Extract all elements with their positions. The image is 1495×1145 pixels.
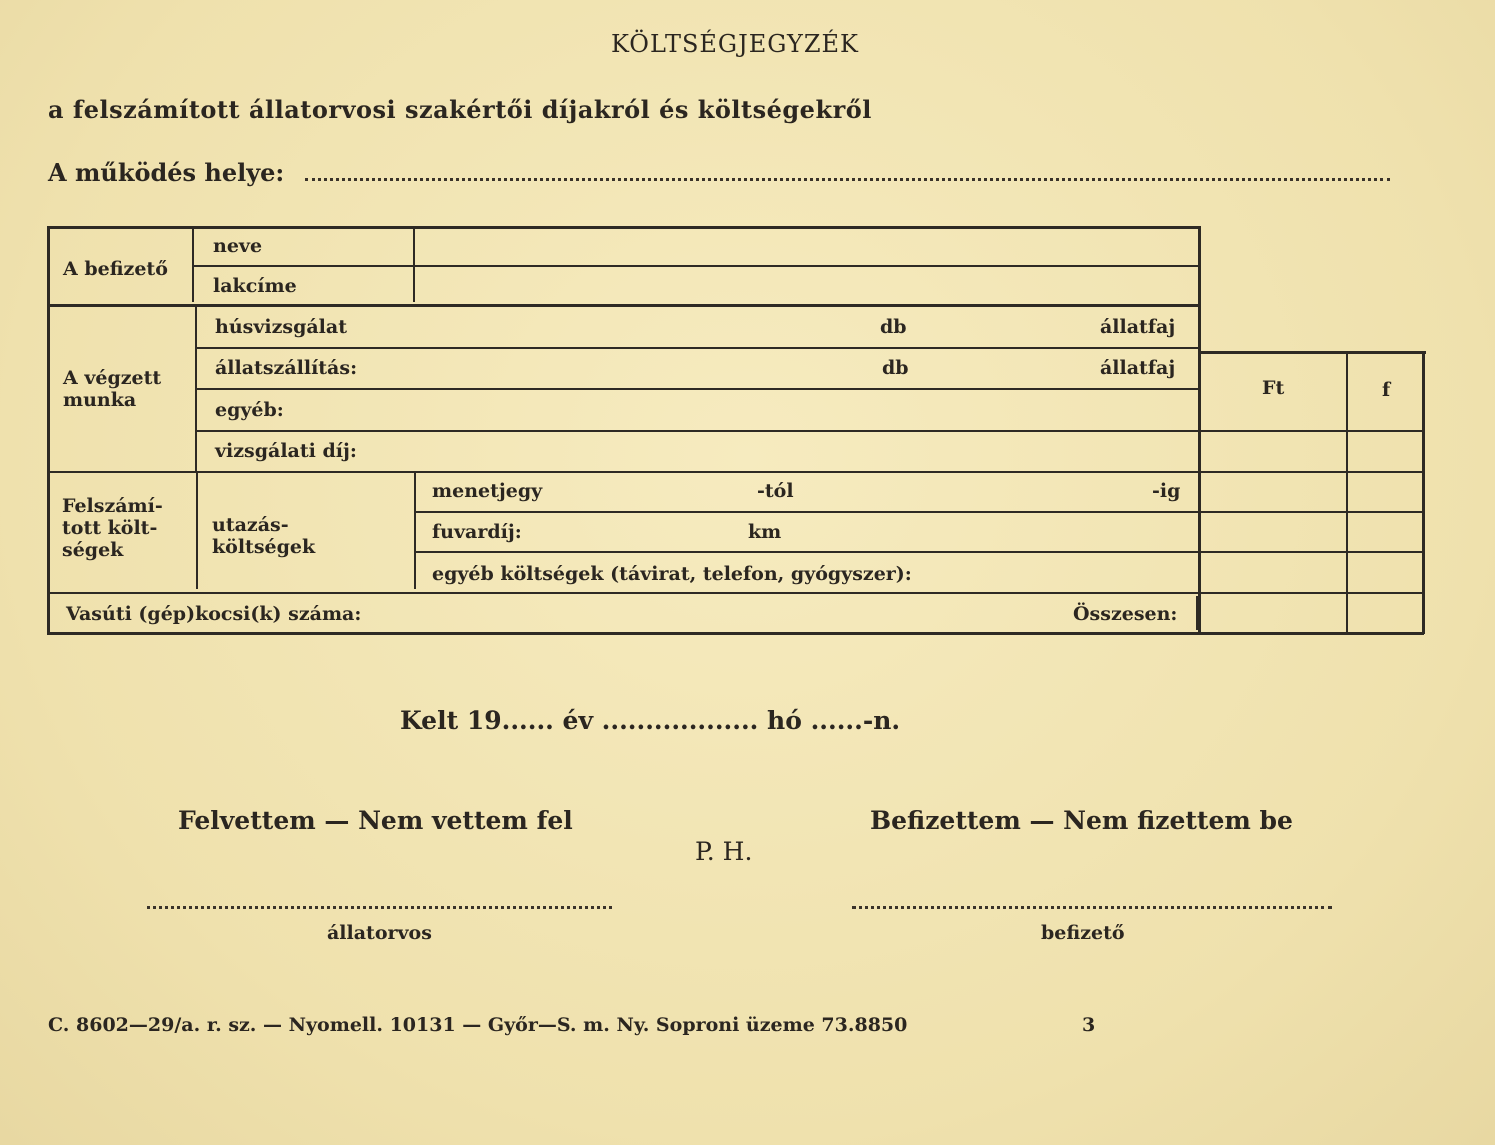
received-options: Felvettem — Nem vettem fel [178, 806, 573, 835]
freight-label: fuvardíj: [432, 521, 522, 543]
place-label: A működés helye: [48, 158, 285, 187]
document-subtitle: a felszámított állatorvosi szakértői díjakról és költségekről [48, 95, 872, 124]
other-label: egyéb: [215, 399, 284, 421]
document-title: KÖLTSÉGJEGYZÉK [611, 30, 859, 58]
work-group-label: A végzett munka [63, 367, 162, 411]
other-costs-label: egyéb költségek (távirat, telefon, gyógyszer): [432, 563, 912, 585]
animal-transport-species: állatfaj [1100, 357, 1176, 379]
ticket-to-suffix: -ig [1152, 480, 1181, 502]
meat-inspection-db: db [880, 316, 907, 338]
vet-signature-label: állatorvos [327, 922, 432, 944]
stamp-placeholder: P. H. [695, 837, 753, 866]
print-footer: C. 8602—29/a. r. sz. — Nyomell. 10131 — Győr—S. m. Ny. Soproni üzeme 73.8850 [48, 1014, 908, 1036]
ticket-label: menetjegy [432, 480, 543, 502]
exam-fee-label: vizsgálati díj: [215, 440, 357, 462]
total-label: Összesen: [1073, 603, 1178, 625]
animal-transport-label: állatszállítás: [215, 357, 358, 379]
meat-inspection-species: állatfaj [1100, 316, 1176, 338]
currency-ft-header: Ft [1262, 377, 1285, 399]
place-dotted-line [305, 178, 1390, 181]
payer-signature-line [852, 906, 1332, 909]
vet-signature-line [147, 906, 612, 909]
payer-signature-label: befizető [1041, 922, 1125, 944]
currency-f-header: f [1382, 379, 1391, 401]
travel-costs-label: utazás- költségek [212, 514, 316, 558]
wagon-number-label: Vasúti (gép)kocsi(k) száma: [66, 603, 362, 625]
payer-group-label: A befizető [63, 258, 168, 280]
costs-group-label: Felszámí- tott költ- ségek [62, 495, 163, 561]
freight-km: km [748, 521, 782, 543]
payer-address-label: lakcíme [213, 275, 297, 297]
animal-transport-db: db [882, 357, 909, 379]
ticket-from-suffix: -tól [757, 480, 794, 502]
page-number: 3 [1082, 1014, 1096, 1036]
paid-options: Befizettem — Nem fizettem be [870, 806, 1293, 835]
date-line: Kelt 19...... év .................. hó ......-n. [400, 706, 901, 735]
payer-name-label: neve [213, 235, 263, 257]
meat-inspection-label: húsvizsgálat [215, 316, 347, 338]
